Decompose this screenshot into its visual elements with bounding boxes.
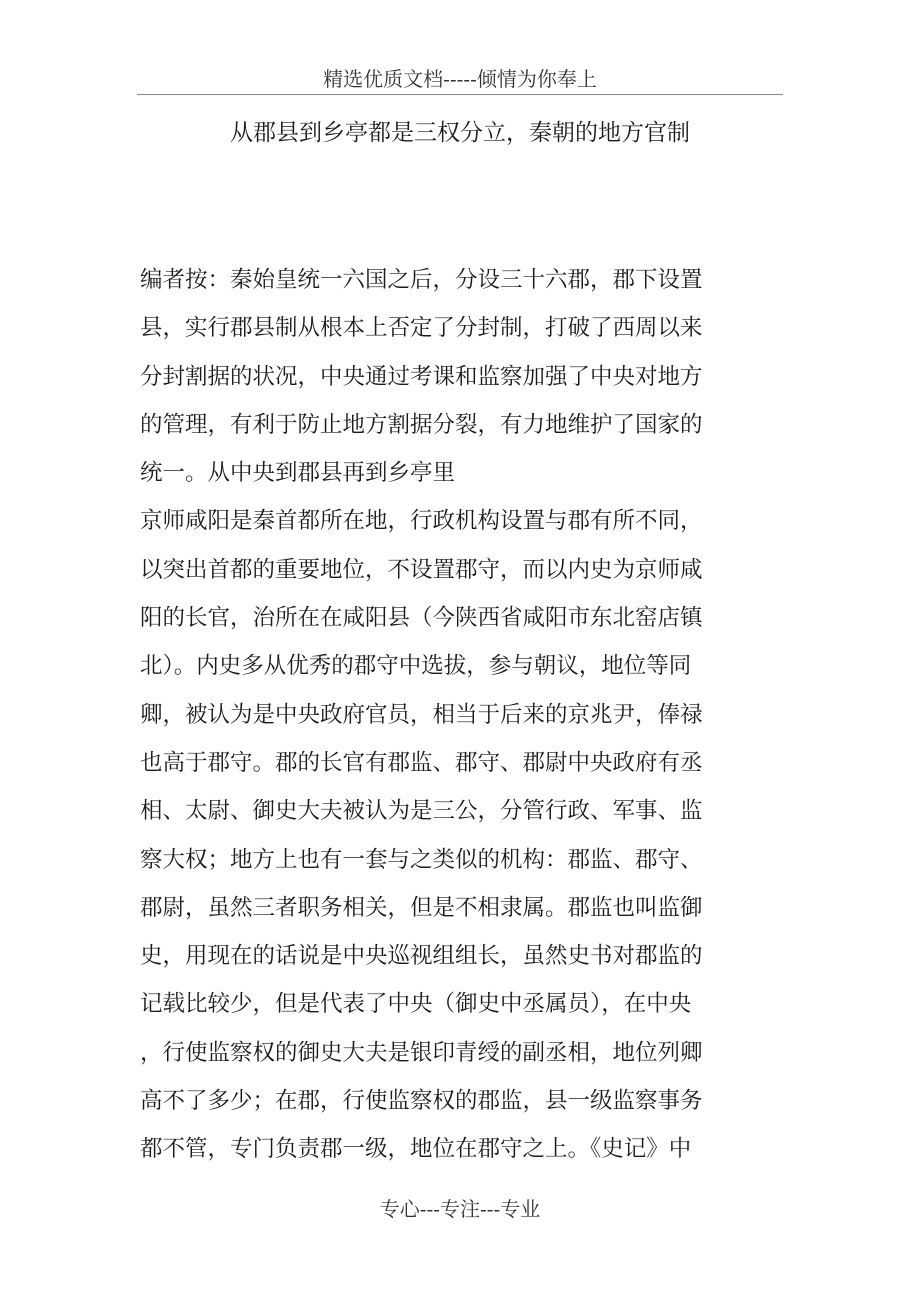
- page-footer: 专心---专注---专业: [379, 1197, 541, 1221]
- body-line: 统一。从中央到郡县再到乡亭里: [140, 460, 456, 487]
- page-header: 精选优质文档-----倾情为你奉上: [323, 67, 597, 91]
- body-line: 相、太尉、御史大夫被认为是三公，分管行政、军事、监: [140, 798, 703, 825]
- body-line: 北）。内史多从优秀的郡守中选拔，参与朝议，地位等同: [140, 653, 692, 680]
- body-line: 阳的长官，治所在在咸阳县（今陕西省咸阳市东北窑店镇: [140, 605, 703, 632]
- body-line: ，行使监察权的御史大夫是银印青绶的副丞相，地位列卿: [140, 1039, 703, 1066]
- document-body: [140, 256, 760, 1174]
- body-line: 也高于郡守。郡的长官有郡监、郡守、郡尉中央政府有丞: [140, 749, 703, 776]
- body-line: 分封割据的状况，中央通过考课和监察加强了中央对地方: [140, 363, 703, 390]
- body-line: 史，用现在的话说是中央巡视组组长，虽然史书对郡监的: [140, 943, 703, 970]
- document-title: 从郡县到乡亭都是三权分立，秦朝的地方官制: [230, 120, 690, 146]
- body-line: 京师咸阳是秦首都所在地，行政机构设置与郡有所不同，: [140, 508, 703, 535]
- body-line: 编者按：秦始皇统一六国之后，分设三十六郡，郡下设置: [140, 267, 703, 293]
- body-line: 郡尉，虽然三者职务相关，但是不相隶属。郡监也叫监御: [140, 894, 703, 921]
- body-line: 都不管，专门负责郡一级，地位在郡守之上。《史记》中: [140, 1136, 692, 1163]
- body-line: 卿，被认为是中央政府官员，相当于后来的京兆尹，俸禄: [140, 701, 703, 728]
- body-line: 以突出首都的重要地位，不设置郡守，而以内史为京师咸: [140, 556, 703, 583]
- body-line: 的管理，有利于防止地方割据分裂，有力地维护了国家的: [140, 411, 703, 438]
- body-line: 记载比较少，但是代表了中央（御史中丞属员），在中央: [140, 991, 692, 1018]
- header-divider: [137, 94, 783, 95]
- body-line: 察大权；地方上也有一套与之类似的机构：郡监、郡守、: [140, 846, 703, 873]
- body-line: 县，实行郡县制从根本上否定了分封制，打破了西周以来: [140, 315, 703, 342]
- body-line: 高不了多少；在郡，行使监察权的郡监，县一级监察事务: [140, 1088, 703, 1115]
